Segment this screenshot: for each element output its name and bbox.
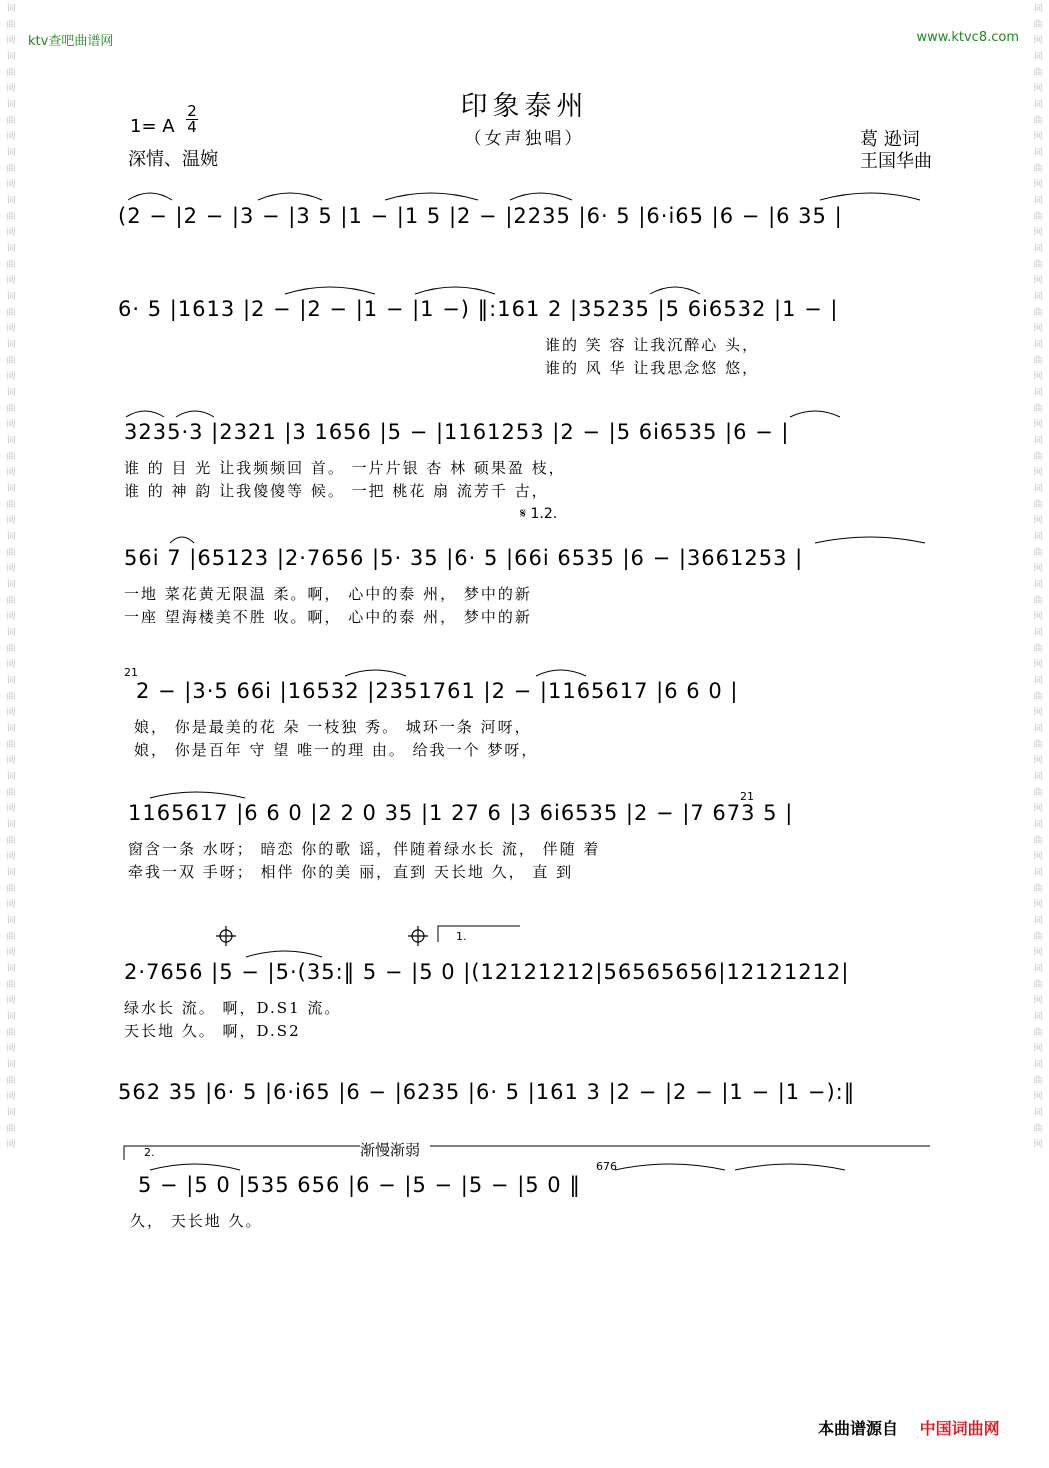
watermark-char: 词 [1033,628,1043,638]
watermark-char: 网 [1033,36,1043,46]
watermark-char: 网 [1033,1092,1043,1102]
watermark-char: 词 [6,868,16,878]
watermark-char: 词 [6,1060,16,1070]
watermark-char: 词 [1033,1108,1043,1118]
watermark-char: 网 [1033,756,1043,766]
watermark-char: 网 [1033,660,1043,670]
slur-arcs [126,193,925,1170]
watermark-char: 曲 [1033,212,1043,222]
slur [170,537,194,543]
note-line-2: 6· 5 |1613 |2 − |2 − |1 − |1 −) ‖:161 2 |35235 |5 6i6532 |1 − | [118,297,839,321]
watermark-char: 曲 [1033,740,1043,750]
lyric-line-7a: 绿水长 流。 啊，D.S1 流。 [124,999,342,1017]
watermark-char: 词 [1033,4,1043,14]
watermark-char: 网 [6,420,16,430]
lyric-line-5b: 娘， 你是百年 守 望 唯一的理 由。 给我一个 梦呀， [134,741,539,759]
watermark-char: 词 [1033,292,1043,302]
coda-sign-cross [216,926,236,946]
watermark-char: 曲 [1033,548,1043,558]
tempo-marking: 渐慢渐弱 [360,1141,421,1159]
lyric-line-4a: 一地 菜花黄无限温 柔。啊， 心中的泰 州， 梦中的新 [124,585,532,603]
watermark-char: 词 [6,484,16,494]
slur [815,537,925,543]
watermark-char: 曲 [1033,1124,1043,1134]
watermark-char: 曲 [6,884,16,894]
note-line-1: (2 − |2 − |3 − |3 5 |1 − |1 5 |2 − |2235 |6· 5 |6·i65 |6 − |6 35 | [118,204,843,228]
ending-2-label: 2. [144,1146,155,1159]
watermark-char: 网 [6,1092,16,1102]
slur [735,1164,845,1170]
watermark-char: 词 [6,532,16,542]
watermark-char: 网 [6,372,16,382]
watermark-char: 网 [1033,180,1043,190]
watermark-char: 词 [1033,388,1043,398]
watermark-char: 网 [1033,804,1043,814]
ending-1-label: 1. [456,930,467,943]
watermark-char: 网 [1033,852,1043,862]
watermark-char: 曲 [6,836,16,846]
watermark-char: 词 [1033,1060,1043,1070]
grace-note-21: 21 [124,666,138,679]
watermark-char: 网 [6,1140,16,1150]
watermark-char: 词 [6,772,16,782]
site-link-right[interactable]: www.ktvc8.com [916,30,1019,45]
watermark-char: 曲 [6,788,16,798]
watermark-char: 词 [6,676,16,686]
watermark-char: 网 [6,948,16,958]
watermark-char: 曲 [1033,260,1043,270]
watermark-char: 曲 [6,596,16,606]
watermark-char: 网 [1033,948,1043,958]
watermark-char: 曲 [1033,20,1043,30]
watermark-char: 网 [6,228,16,238]
slur [415,287,495,294]
key-signature: 1= A [130,116,175,137]
lyric-line-9: 久， 天长地 久。 [130,1212,263,1230]
watermark-char: 词 [6,340,16,350]
watermark-char: 网 [6,708,16,718]
watermark-char: 曲 [6,452,16,462]
watermark-char: 词 [6,820,16,830]
watermark-char: 曲 [1033,644,1043,654]
watermark-char: 词 [6,724,16,734]
watermark-char: 网 [1033,324,1043,334]
watermark-char: 词 [1033,340,1043,350]
note-line-8: 562 35 |6· 5 |6·i65 |6 − |6235 |6· 5 |161 3 |2 − |2 − |1 − |1 −):‖ [118,1080,856,1104]
watermark-char: 曲 [6,356,16,366]
lyric-line-2b: 谁的 风 华 让我思念悠 悠， [545,359,760,377]
watermark-char: 曲 [1033,1028,1043,1038]
watermark-char: 词 [6,580,16,590]
note-line-9: 5 − |5 0 |535 656 |6 − |5 − |5 − |5 0 ‖ [138,1173,581,1197]
watermark-char: 网 [1033,708,1043,718]
watermark-char: 网 [1033,84,1043,94]
watermark-char: 词 [1033,196,1043,206]
watermark-char: 词 [6,196,16,206]
watermark-char: 网 [6,36,16,46]
slur [126,411,164,417]
note-line-4: 56i 7 |65123 |2·7656 |5· 35 |6· 5 |66i 6535 |6 − |3661253 | [124,546,804,570]
lyricist-credit: 葛 逊词 [860,129,920,150]
lyric-line-7b: 天长地 久。 啊，D.S2 [124,1022,301,1040]
watermark-char: 曲 [6,692,16,702]
slur [615,1164,725,1170]
watermark-char: 网 [6,612,16,622]
watermark-char: 网 [1033,276,1043,286]
watermark-char: 网 [6,996,16,1006]
lyric-line-5a: 娘， 你是最美的花 朵 一枝独 秀。 城环一条 河呀， [134,718,532,736]
note-line-6: 1165617 |6 6 0 |2 2 0 35 |1 27 6 |3 6i6535 |2 − |7 673 5 | [128,801,794,825]
watermark-char: 网 [1033,420,1043,430]
watermark-char: 网 [6,180,16,190]
watermark-char: 词 [1033,1012,1043,1022]
watermark-char: 词 [1033,52,1043,62]
composer-credit: 王国华曲 [860,151,932,172]
watermark-char: 曲 [6,260,16,270]
ending-1-bracket [438,926,520,942]
watermark-char: 曲 [6,212,16,222]
watermark-char: 曲 [1033,164,1043,174]
watermark-char: 词 [6,388,16,398]
song-subtitle: （女声独唱） [464,129,585,149]
lyric-line-4b: 一座 望海楼美不胜 收。啊， 心中的泰 州， 梦中的新 [124,608,532,626]
slur [385,193,478,200]
slur [258,193,322,200]
watermark-char: 曲 [6,20,16,30]
lyric-line-6a: 窗含一条 水呀； 暗恋 你的歌 谣，伴随着绿水长 流， 伴随 着 [128,840,601,858]
watermark-char: 网 [6,852,16,862]
watermark-char: 曲 [1033,500,1043,510]
watermark-char: 网 [6,756,16,766]
footer-source [818,1416,1000,1439]
watermark-char: 曲 [1033,116,1043,126]
watermark-char: 词 [1033,964,1043,974]
watermark-char: 网 [6,84,16,94]
watermark-char: 曲 [1033,692,1043,702]
slur [790,411,840,417]
watermark-char: 网 [1033,996,1043,1006]
note-line-3: 3235·3 |2321 |3 1656 |5 − |1161253 |2 − |5 6i6535 |6 − | [124,420,790,444]
watermark-char: 网 [1033,900,1043,910]
watermark-char: 词 [1033,916,1043,926]
lyric-line-2a: 谁的 笑 容 让我沉醉心 头， [545,336,760,354]
watermark-char: 网 [1033,228,1043,238]
watermark-char: 网 [6,900,16,910]
coda-signs [216,926,428,946]
watermark-char: 曲 [1033,404,1043,414]
watermark-char: 曲 [1033,68,1043,78]
watermark-char: 网 [1033,1140,1043,1150]
watermark-char: 曲 [1033,308,1043,318]
watermark-char: 网 [6,516,16,526]
watermark-char: 曲 [6,548,16,558]
watermark-char: 网 [1033,516,1043,526]
watermark-char: 曲 [6,308,16,318]
watermark-char: 词 [6,244,16,254]
watermark-char: 词 [1033,868,1043,878]
slur [345,670,406,676]
watermark-char: 网 [6,132,16,142]
watermark-char: 曲 [6,980,16,990]
watermark-char: 词 [6,292,16,302]
slur [650,287,700,294]
slur [176,411,214,417]
watermark-char: 曲 [1033,836,1043,846]
watermark-char: 网 [1033,468,1043,478]
time-signature-bottom: 4 [187,118,197,136]
watermark-char: 网 [6,276,16,286]
watermark-char: 网 [6,660,16,670]
footer-source-link[interactable]: 中国词曲网 [919,1419,1000,1438]
slur [150,792,245,798]
note-line-7: 2·7656 |5 − |5·(35:‖ 5 − |5 0 |(12121212|56565656|12121212| [124,960,850,984]
lyric-line-3a: 谁 的 目 光 让我频频回 首。 一片片银 杏 林 硕果盈 枝， [124,459,566,477]
watermark-char: 词 [6,52,16,62]
watermark-char: 词 [6,964,16,974]
watermark-char: 词 [1033,820,1043,830]
slur [285,287,375,294]
watermark-char: 网 [6,1044,16,1054]
watermark-char: 曲 [1033,356,1043,366]
watermark-char: 网 [6,564,16,574]
segno-marker: 𝄋 1.2. [520,506,558,522]
watermark-char: 词 [6,4,16,14]
time-signature-top: 2 [187,102,197,120]
watermark-char: 曲 [6,1076,16,1086]
watermark-char: 曲 [1033,932,1043,942]
slur [820,193,920,200]
watermark-char: 网 [6,324,16,334]
watermark-char: 网 [1033,564,1043,574]
note-line-5: 2 − |3·5 66i |16532 |2351761 |2 − |1165617 |6 6 0 | [136,679,739,703]
grace-note-676: 676 [596,1160,617,1173]
watermark-char: 词 [1033,532,1043,542]
watermark-char: 曲 [6,116,16,126]
watermark-char: 词 [1033,436,1043,446]
watermark-char: 词 [1033,724,1043,734]
grace-note-21b: 21 [740,790,754,803]
mood-marking: 深情、温婉 [128,149,218,170]
watermark-char: 词 [6,148,16,158]
watermark-char: 词 [6,916,16,926]
watermark-char: 曲 [6,1124,16,1134]
watermark-char: 网 [6,468,16,478]
watermark-char: 曲 [6,1028,16,1038]
slur [536,670,586,676]
slur [246,951,322,957]
watermark-char: 词 [1033,100,1043,110]
watermark-char: 曲 [6,68,16,78]
watermark-char: 曲 [1033,884,1043,894]
song-title: 印象泰州 [460,91,589,122]
watermark-char: 词 [6,100,16,110]
watermark-char: 网 [1033,1044,1043,1054]
lyric-line-3b: 谁 的 神 韵 让我傻傻等 候。 一把 桃花 扇 流芳千 古， [124,482,549,500]
watermark-char: 曲 [6,500,16,510]
watermark-char: 网 [1033,612,1043,622]
watermark-char: 词 [1033,772,1043,782]
watermark-char: 词 [1033,148,1043,158]
watermark-char: 曲 [1033,452,1043,462]
slur [128,193,172,200]
lyric-line-6b: 牵我一双 手呀； 相伴 你的美 丽，直到 天长地 久， 直 到 [128,863,574,881]
watermark-char: 词 [1033,676,1043,686]
watermark-char: 曲 [6,164,16,174]
watermark-char: 词 [6,628,16,638]
slur [150,1164,240,1170]
footer-source-label: 本曲谱源自 [818,1419,899,1438]
watermark-char: 词 [6,1012,16,1022]
watermark-char: 曲 [1033,980,1043,990]
watermark-char: 词 [6,1108,16,1118]
ending-2-bracket-left [124,1146,360,1160]
watermark-char: 网 [6,804,16,814]
watermark-char: 曲 [6,644,16,654]
watermark-char: 曲 [6,740,16,750]
watermark-char: 曲 [1033,1076,1043,1086]
watermark-char: 曲 [6,932,16,942]
slur [510,193,572,200]
volta-brackets [124,926,930,1160]
watermark-char: 曲 [1033,596,1043,606]
watermark-char: 词 [6,436,16,446]
coda-sign-cross [408,926,428,946]
watermark-char: 词 [1033,244,1043,254]
site-link-left[interactable]: ktv查吧曲谱网 [28,34,114,49]
watermark-char: 词 [1033,484,1043,494]
watermark-char: 词 [1033,580,1043,590]
watermark-char: 网 [1033,132,1043,142]
watermark-char: 曲 [1033,788,1043,798]
watermark-char: 网 [1033,372,1043,382]
watermark-char: 曲 [6,404,16,414]
